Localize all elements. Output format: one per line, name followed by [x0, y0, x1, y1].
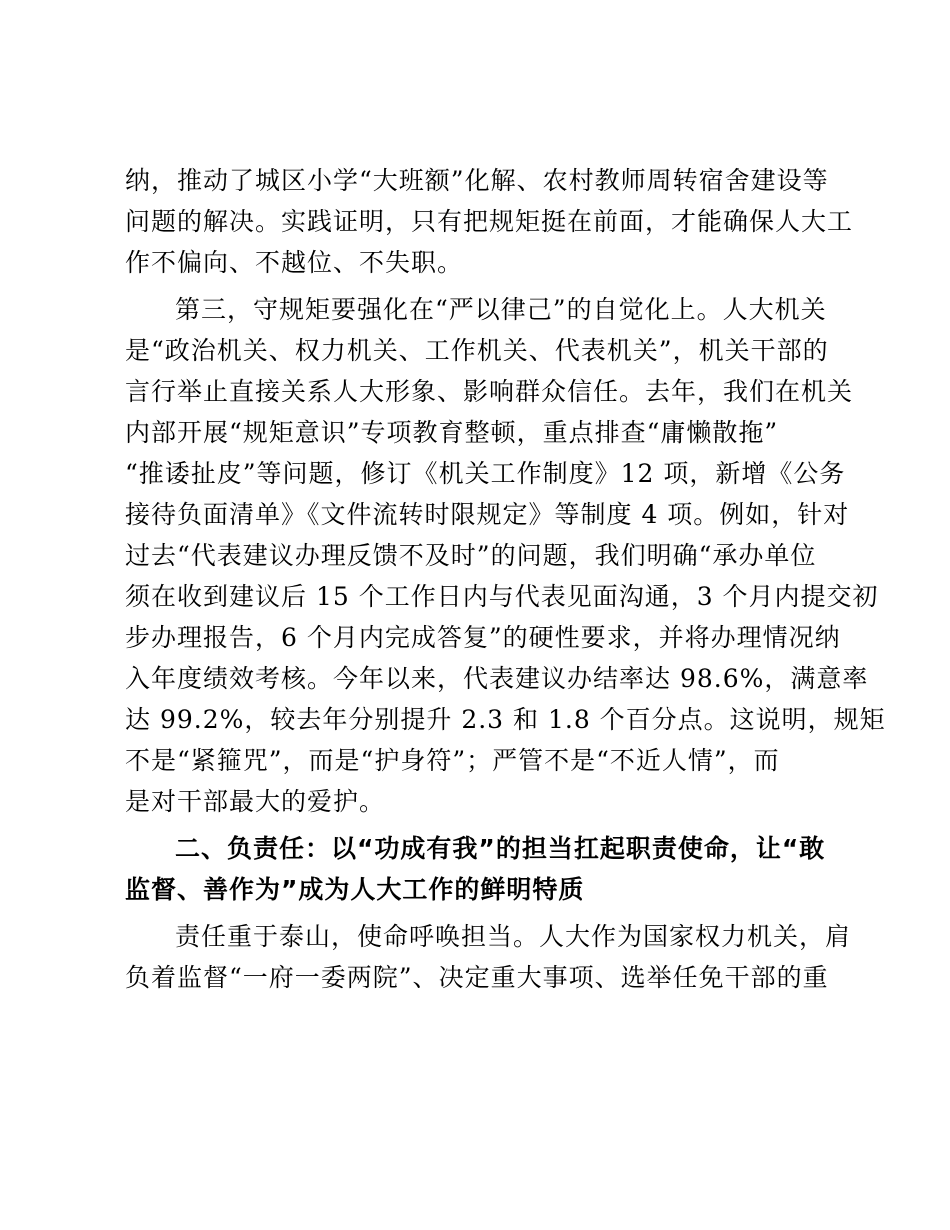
paragraph-responsibility — [125, 916, 852, 998]
paragraph-continuation — [125, 160, 854, 283]
text-line: 过去“代表建议办理反馈不及时”的问题，我们明确“承办单位 — [125, 541, 817, 570]
text-line: 第三，守规矩要强化在“严以律己”的自觉化上。人大机关 — [175, 295, 827, 324]
section-heading — [125, 828, 825, 910]
text-line: 责任重于泰山，使命呼唤担当。人大作为国家权力机关，肩 — [175, 922, 852, 951]
text-line: 言行举止直接关系人大形象、影响群众信任。去年，我们在机关 — [125, 377, 854, 406]
paragraph-third-point — [125, 289, 886, 822]
heading-line: 监督、善作为”成为人大工作的鲜明特质 — [125, 875, 585, 904]
heading-line: 二、负责任：以“功成有我”的担当扛起职责使命，让“敢 — [175, 834, 826, 863]
text-line: 步办理报告，6 个月内完成答复”的硬性要求，并将办理情况纳 — [125, 623, 841, 652]
text-line: 内部开展“规矩意识”专项教育整顿，重点排查“庸懒散拖” — [125, 418, 779, 447]
text-line: 作不偏向、不越位、不失职。 — [125, 248, 464, 277]
text-line: 负着监督“一府一委两院”、决定重大事项、选举任免干部的重 — [125, 963, 829, 992]
text-line: 达 99.2%，较去年分别提升 2.3 和 1.8 个百分点。这说明，规矩 — [125, 705, 886, 734]
text-line: 接待负面清单》《文件流转时限规定》等制度 4 项。例如，针对 — [125, 500, 850, 529]
document-body — [125, 160, 886, 998]
text-line: 入年度绩效考核。今年以来，代表建议办结率达 98.6%，满意率 — [125, 664, 869, 693]
text-line: 须在收到建议后 15 个工作日内与代表见面沟通，3 个月内提交初 — [125, 582, 879, 611]
text-line: 是对干部最大的爱护。 — [125, 787, 386, 816]
text-line: 是“政治机关、权力机关、工作机关、代表机关”，机关干部的 — [125, 336, 829, 365]
text-line: 纳，推动了城区小学“大班额”化解、农村教师周转宿舍建设等 — [125, 166, 829, 195]
text-line: 不是“紧箍咒”，而是“护身符”；严管不是“不近人情”，而 — [125, 746, 780, 775]
text-line: “推诿扯皮”等问题，修订《机关工作制度》12 项，新增《公务 — [125, 459, 846, 488]
text-line: 问题的解决。实践证明，只有把规矩挺在前面，才能确保人大工 — [125, 207, 854, 236]
